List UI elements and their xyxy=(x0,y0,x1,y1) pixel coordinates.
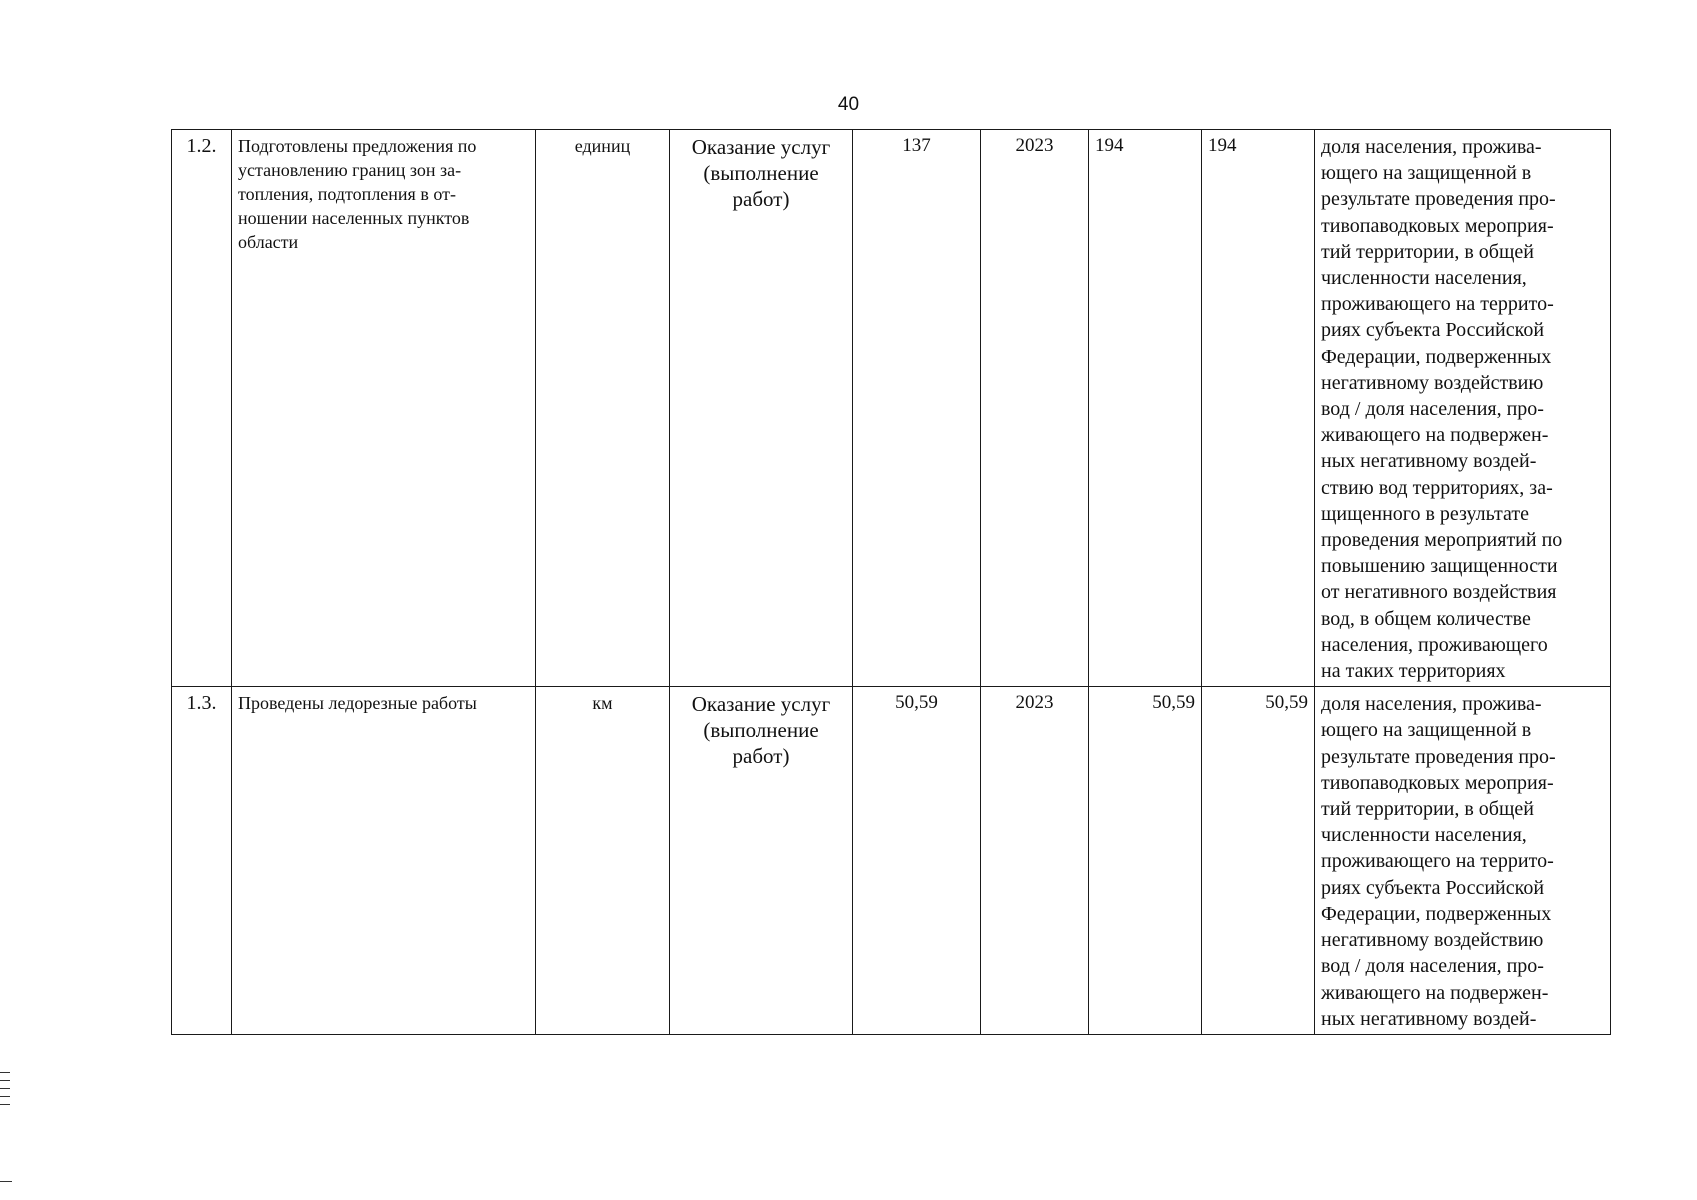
base-value-cell: 137 xyxy=(853,130,981,687)
indicator-cell xyxy=(1315,130,1611,687)
measure-type-line: (выполнение xyxy=(703,718,819,743)
indicator-line: негативному воздействию xyxy=(1321,929,1544,952)
indicator-line: ющего на защищенной в xyxy=(1321,719,1532,742)
indicator-line: Федерации, подверженных xyxy=(1321,345,1552,368)
measure-name-line: Подготовлены предложения по xyxy=(238,136,477,156)
indicator-line: риях субъекта Российской xyxy=(1321,876,1545,899)
measure-name-line: установлению границ зон за- xyxy=(238,160,462,180)
indicator-line: проживающего на террито- xyxy=(1321,293,1554,316)
scan-artifact xyxy=(0,1080,10,1081)
measure-type-cell xyxy=(670,130,853,687)
unit-cell: единиц xyxy=(536,130,670,687)
scan-artifact xyxy=(0,1088,10,1089)
indicator-line: на таких территориях xyxy=(1321,660,1506,683)
indicator-line: доля населения, прожива- xyxy=(1321,693,1542,716)
value-1-cell: 194 xyxy=(1089,130,1202,687)
table-row xyxy=(172,130,1611,687)
value-2-cell: 194 xyxy=(1202,130,1315,687)
row-number-cell: 1.2. xyxy=(172,130,232,687)
indicator-line: живающего на подвержен- xyxy=(1321,424,1549,447)
measure-name-line: ношении населенных пунктов xyxy=(238,208,470,228)
measure-name-cell xyxy=(232,687,536,1035)
measure-type-line: (выполнение xyxy=(703,161,819,185)
indicator-line: населения, проживающего xyxy=(1321,633,1548,656)
indicator-line: повышению защищенности xyxy=(1321,555,1558,578)
indicator-line: Федерации, подверженных xyxy=(1321,902,1552,925)
scan-artifact xyxy=(0,1181,12,1182)
scan-artifact xyxy=(0,1072,10,1073)
indicator-line: тий территории, в общей xyxy=(1321,798,1534,821)
measure-type-line: работ) xyxy=(732,744,790,769)
measure-name-cell xyxy=(232,130,536,687)
scan-artifact xyxy=(0,1096,10,1097)
base-value-cell: 50,59 xyxy=(853,687,981,1035)
measure-type-line: Оказание услуг xyxy=(691,135,831,159)
indicator-line: численности населения, xyxy=(1321,267,1527,290)
indicator-line: живающего на подвержен- xyxy=(1321,981,1549,1004)
indicator-line: тивопаводковых мероприя- xyxy=(1321,771,1554,794)
indicator-line: тий территории, в общей xyxy=(1321,240,1534,263)
indicator-line: вод, в общем количестве xyxy=(1321,607,1531,630)
indicator-line: доля населения, прожива- xyxy=(1321,136,1542,158)
indicator-line: от негативного воздействия xyxy=(1321,581,1557,604)
indicator-line: тивопаводковых мероприя- xyxy=(1321,214,1554,237)
value-2-cell: 50,59 xyxy=(1202,687,1315,1035)
indicator-line: щищенного в результате xyxy=(1321,502,1529,525)
indicator-line: негативному воздействию xyxy=(1321,371,1544,394)
indicator-line: проведения мероприятий по xyxy=(1321,529,1563,552)
measure-name-line: топления, подтопления в от- xyxy=(238,184,456,204)
measure-name-line: области xyxy=(238,232,299,252)
measure-name-line: Проведены ледорезные работы xyxy=(238,693,477,714)
indicator-line: ющего на защищенной в xyxy=(1321,162,1532,185)
indicator-line: вод / доля населения, про- xyxy=(1321,398,1544,421)
measure-type-line: работ) xyxy=(732,187,790,211)
indicator-line: результате проведения про- xyxy=(1321,745,1556,768)
measures-table xyxy=(171,129,1611,1035)
scan-artifact xyxy=(0,1104,10,1105)
value-1-cell: 50,59 xyxy=(1089,687,1202,1035)
year-cell: 2023 xyxy=(981,130,1089,687)
indicator-line: проживающего на террито- xyxy=(1321,850,1554,873)
year-cell: 2023 xyxy=(981,687,1089,1035)
indicator-cell xyxy=(1315,687,1611,1035)
page-number: 40 xyxy=(837,94,860,115)
unit-cell: км xyxy=(536,687,670,1035)
indicator-line: вод / доля населения, про- xyxy=(1321,955,1544,978)
table-row xyxy=(172,687,1611,1035)
indicator-line: результате проведения про- xyxy=(1321,188,1556,211)
indicator-line: численности населения, xyxy=(1321,824,1527,847)
indicator-line: ствию вод территориях, за- xyxy=(1321,476,1553,499)
measure-type-line: Оказание услуг xyxy=(691,692,831,717)
measure-type-cell xyxy=(670,687,853,1035)
row-number-cell: 1.3. xyxy=(172,687,232,1035)
indicator-line: риях субъекта Российской xyxy=(1321,319,1545,342)
indicator-line: ных негативному воздей- xyxy=(1321,1007,1537,1030)
indicator-line: ных негативному воздей- xyxy=(1321,450,1537,473)
